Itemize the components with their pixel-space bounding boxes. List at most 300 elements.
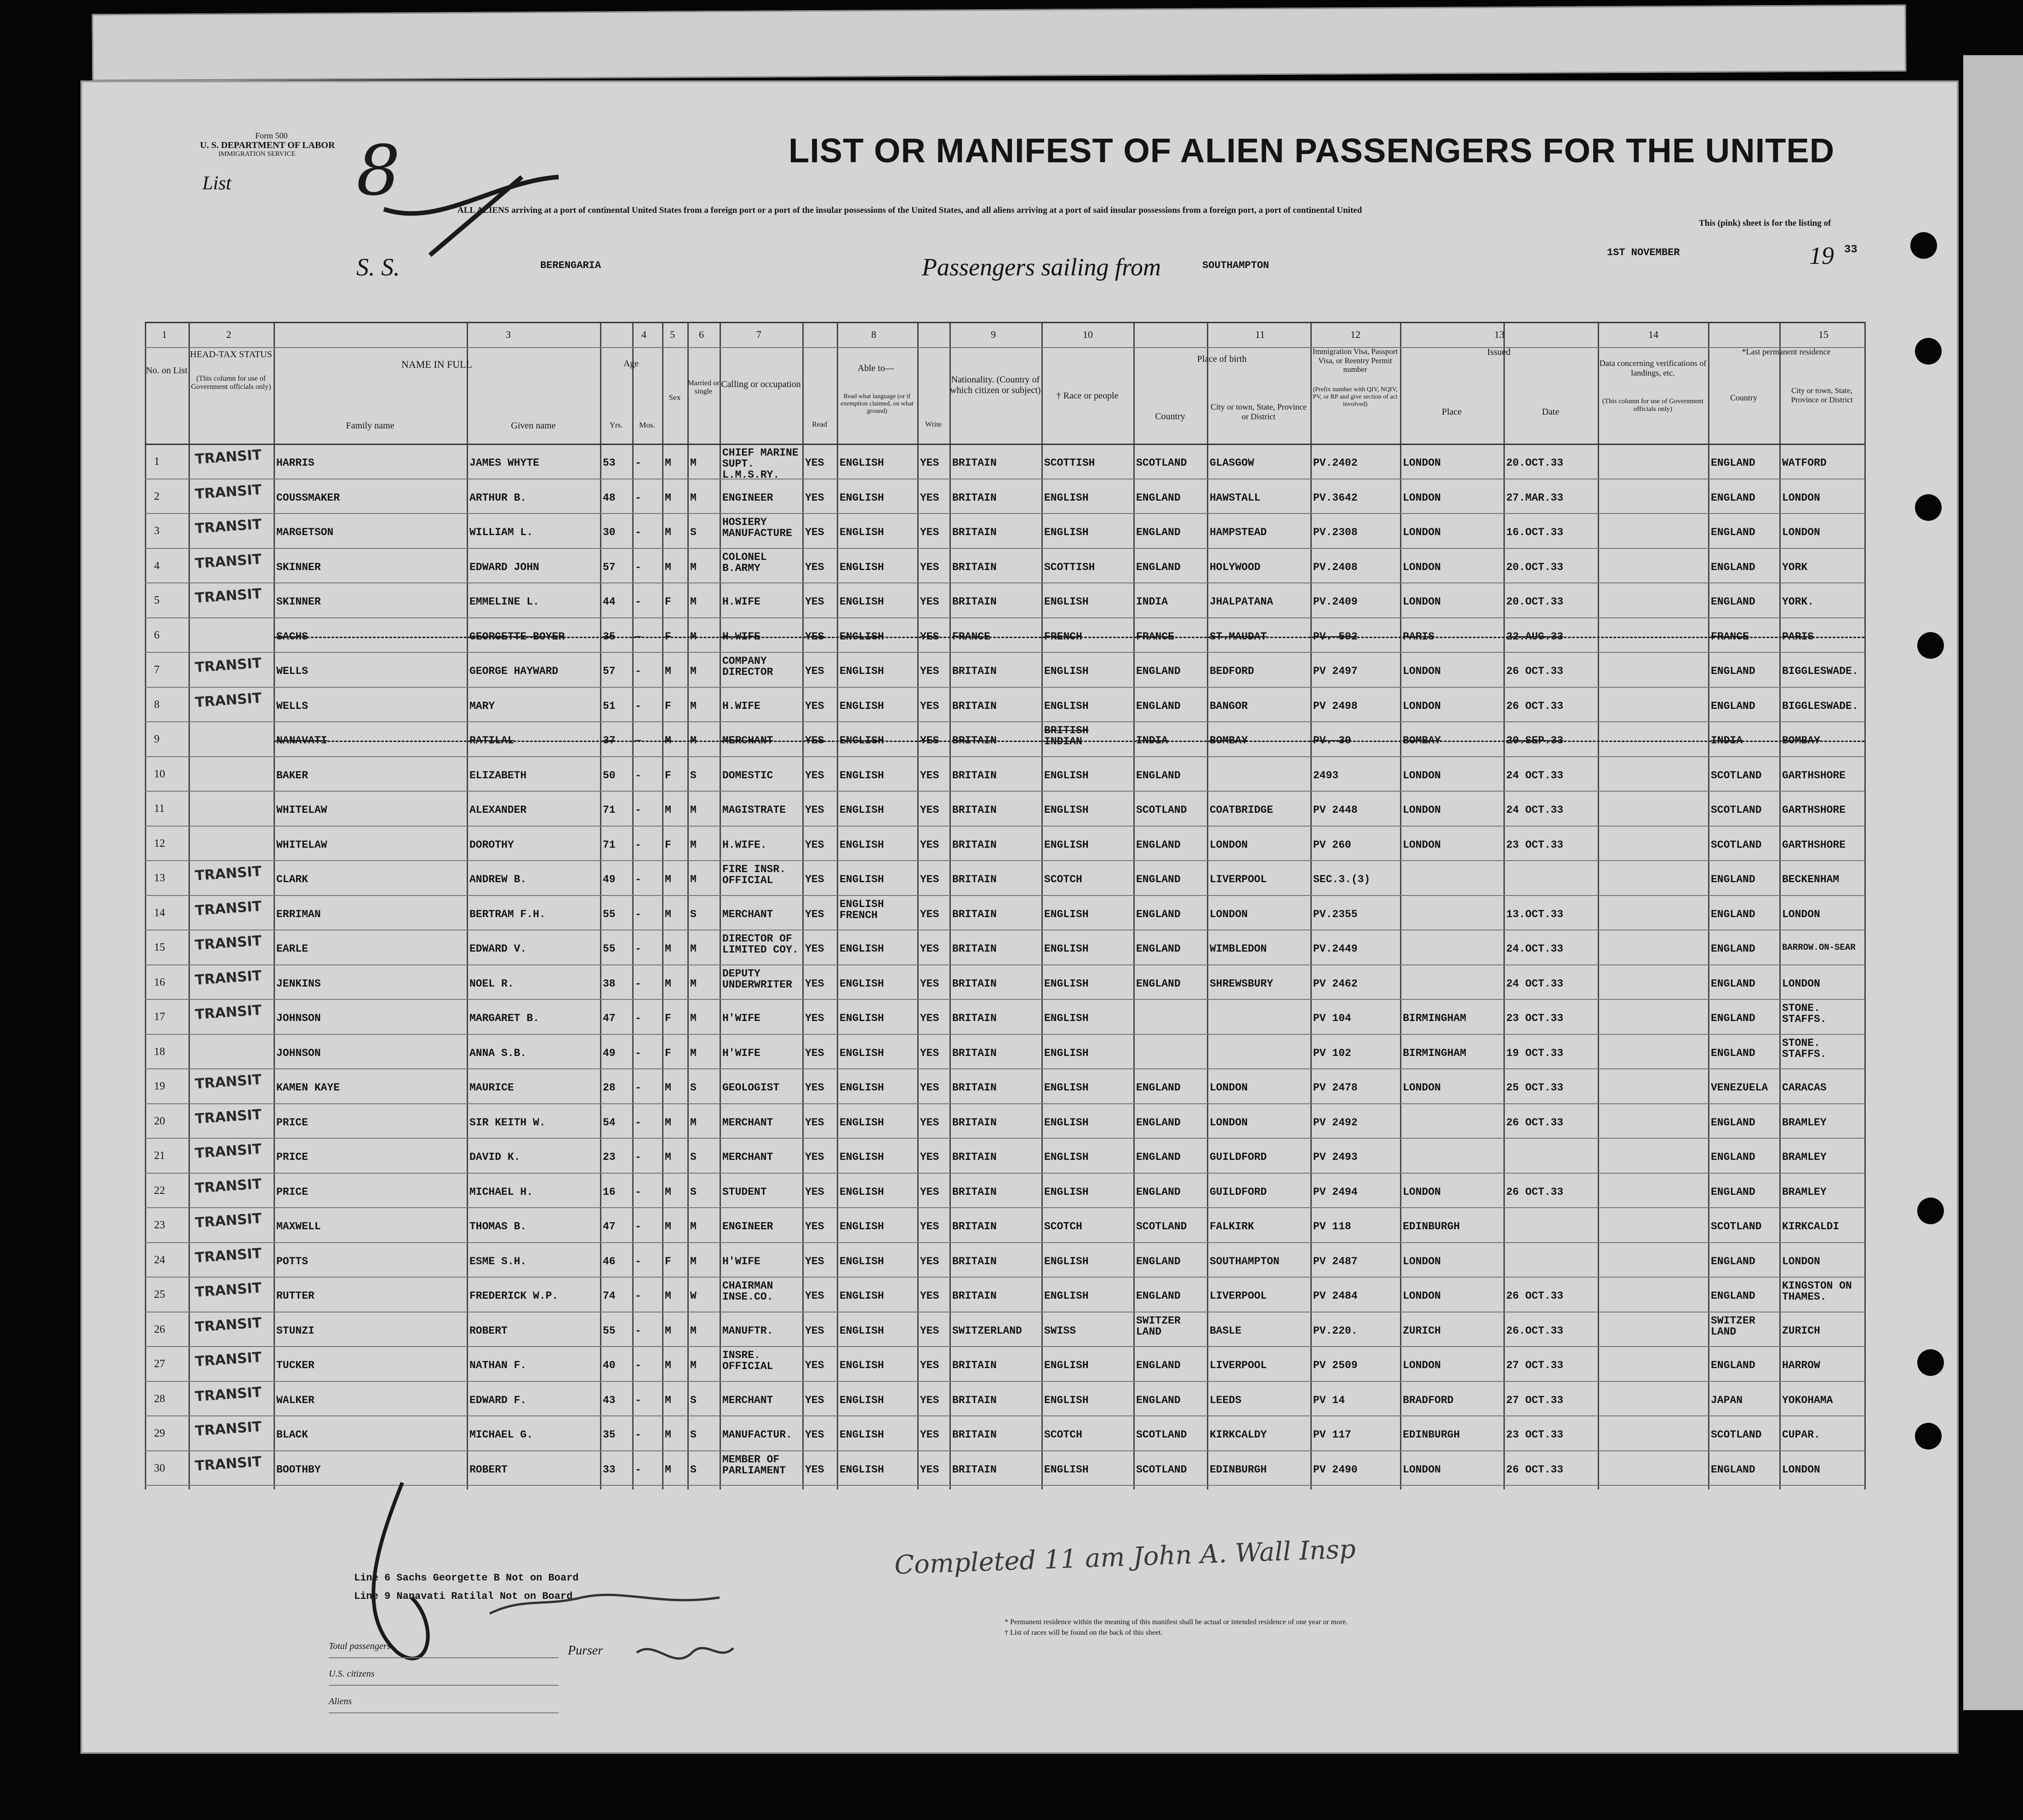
table-cell: FREDERICK W.P.: [469, 1290, 559, 1302]
table-cell: M: [690, 873, 697, 885]
table-cell: MARY: [469, 700, 495, 712]
table-cell: 51: [603, 700, 616, 712]
table-cell: SCOTLAND: [1711, 804, 1762, 816]
table-cell: STONE. STAFFS.: [1782, 1002, 1827, 1026]
table-cell: ENGLISH: [840, 1186, 884, 1198]
service: IMMIGRATION SERVICE: [218, 150, 296, 158]
table-cell: S: [690, 1429, 697, 1441]
table-cell: 30: [603, 526, 616, 538]
table-cell: BRITAIN: [952, 1463, 997, 1476]
column-header: Issued: [1487, 347, 1511, 357]
table-cell: YES: [920, 804, 939, 816]
table-cell: STUNZI: [276, 1324, 314, 1337]
table-cell: LONDON: [1403, 1463, 1441, 1476]
table-cell: YES: [920, 1429, 939, 1441]
table-cell: -: [635, 1429, 641, 1441]
table-cell: M: [665, 526, 671, 538]
table-cell: FRANCE: [952, 630, 990, 643]
table-cell: ENGLISH: [840, 804, 884, 816]
column-header: HEAD-TAX STATUS: [190, 349, 272, 359]
table-cell: H.WIFE: [722, 596, 760, 608]
table-cell: -: [635, 804, 641, 816]
table-cell: HARROW: [1782, 1359, 1820, 1371]
punch-hole: [1917, 1349, 1944, 1376]
table-cell: PRICE: [276, 1116, 309, 1129]
table-cell: ENGLISH: [840, 977, 884, 990]
table-cell: SEC.3.(3): [1313, 873, 1371, 885]
table-cell: BARROW.ON-SEAR: [1782, 942, 1856, 953]
table-cell: -: [635, 1324, 641, 1337]
table-cell: YES: [920, 1324, 939, 1337]
table-cell: -: [635, 1012, 641, 1024]
transit-stamp: TRANSIT: [194, 1349, 263, 1370]
transit-stamp: TRANSIT: [194, 690, 263, 711]
table-cell: MAXWELL: [276, 1221, 321, 1232]
table-cell: ENGLAND: [1711, 561, 1755, 573]
table-cell: ENGLAND: [1136, 1359, 1181, 1371]
table-cell: ERRIMAN: [276, 908, 321, 920]
table-cell: ZURICH: [1403, 1324, 1441, 1337]
table-cell: YES: [805, 596, 824, 608]
column-number: 4: [641, 329, 646, 340]
column-header: City or town, State, Province or District: [1211, 402, 1307, 421]
table-cell: BRAMLEY: [1782, 1186, 1827, 1198]
purser-label: Purser: [568, 1643, 603, 1658]
table-cell: LONDON: [1403, 457, 1441, 469]
table-cell: ENGLISH: [840, 1221, 884, 1232]
table-cell: YES: [920, 596, 939, 608]
table-cell: H'WIFE: [722, 1047, 760, 1059]
table-cell: 49: [603, 1047, 616, 1059]
table-cell: EMMELINE L.: [469, 596, 539, 608]
table-cell: ENGLISH: [840, 1359, 884, 1371]
column-divider: [1503, 322, 1505, 1489]
total-line: [329, 1657, 559, 1658]
table-cell: WHITELAW: [276, 839, 327, 851]
sailing-date: 1ST NOVEMBER: [1607, 247, 1680, 258]
table-cell: ENGLISH: [1044, 596, 1089, 608]
inspector-signature: Completed 11 am John A. Wall Insp: [894, 1534, 1356, 1580]
column-divider: [1400, 322, 1401, 1489]
table-cell: SCOTLAND: [1136, 804, 1187, 816]
table-cell: COUSSMAKER: [276, 491, 340, 504]
table-cell: FIRE INSR. OFFICIAL: [722, 863, 786, 887]
table-cell: CHIEF MARINE SUPT. L.M.S.RY.: [722, 447, 799, 481]
column-divider: [632, 322, 634, 1489]
table-cell: SCOTLAND: [1711, 1429, 1762, 1441]
table-cell: -: [635, 1255, 641, 1267]
column-number: 14: [1648, 329, 1658, 340]
table-cell: S: [690, 1394, 697, 1406]
table-cell: 33: [603, 1463, 616, 1476]
column-header: † Race or people: [1056, 391, 1119, 401]
table-cell: ENGLISH: [840, 1012, 884, 1024]
list-label: List: [202, 173, 232, 194]
table-cell: BOMBAY: [1782, 735, 1820, 747]
table-cell: ENGLAND: [1136, 561, 1181, 573]
table-cell: LONDON: [1403, 491, 1441, 504]
transit-stamp: TRANSIT: [194, 1453, 263, 1474]
transit-stamp: TRANSIT: [194, 1141, 263, 1162]
column-number: 8: [871, 329, 876, 340]
table-cell: -: [635, 1047, 641, 1059]
column-number: 3: [506, 329, 511, 340]
table-cell: ENGLISH: [1044, 1186, 1089, 1198]
table-cell: M: [665, 1290, 671, 1302]
table-cell: YES: [920, 1151, 939, 1163]
table-cell: ENGLAND: [1136, 526, 1181, 538]
table-cell: SCOTLAND: [1136, 1221, 1187, 1232]
table-cell: -: [635, 873, 641, 885]
column-divider: [1598, 322, 1599, 1489]
table-cell: YES: [920, 943, 939, 955]
table-cell: -: [635, 1463, 641, 1476]
table-cell: NOEL R.: [469, 977, 514, 990]
table-cell: EDINBURGH: [1210, 1463, 1267, 1476]
transit-stamp: TRANSIT: [194, 1314, 263, 1335]
table-cell: BANGOR: [1210, 700, 1248, 712]
table-cell: S: [690, 769, 697, 782]
punch-hole: [1917, 1198, 1944, 1224]
table-cell: WELLS: [276, 700, 309, 712]
column-header: (This column for use of Government officials only): [1602, 398, 1704, 413]
table-cell: F: [665, 1012, 671, 1024]
table-cell: ENGLISH: [840, 1324, 884, 1337]
row-number: 2: [154, 490, 160, 502]
transit-stamp: TRANSIT: [194, 481, 263, 502]
table-cell: ENGLISH: [1044, 700, 1089, 712]
table-cell: BRAMLEY: [1782, 1116, 1827, 1129]
table-cell: 48: [603, 491, 616, 504]
table-cell: HOSIERY MANUFACTURE: [722, 516, 792, 540]
table-cell: LONDON: [1403, 804, 1441, 816]
table-cell: BRITAIN: [952, 526, 997, 538]
table-cell: BRADFORD: [1403, 1394, 1454, 1406]
row-divider: [145, 548, 1864, 549]
table-cell: BRITAIN: [952, 769, 997, 782]
table-cell: BRITAIN: [952, 839, 997, 851]
table-cell: PV 2509: [1313, 1359, 1358, 1371]
table-cell: 26 OCT.33: [1506, 1186, 1564, 1198]
row-divider: [145, 1415, 1864, 1416]
transit-stamp: TRANSIT: [194, 1210, 263, 1232]
row-divider: [145, 1277, 1864, 1278]
column-header: (Prefix number with QIV, NQIV, PV, or RP and give section of act involved): [1313, 386, 1398, 408]
column-header: *Last permanent residence: [1742, 347, 1831, 356]
transit-stamp: TRANSIT: [194, 1418, 263, 1440]
table-cell: BRITAIN: [952, 596, 997, 608]
table-cell: LONDON: [1403, 1290, 1441, 1302]
table-cell: GARTHSHORE: [1782, 839, 1846, 851]
column-divider: [1779, 322, 1781, 1489]
row-divider: [145, 1450, 1864, 1451]
table-cell: M: [665, 873, 671, 885]
table-cell: GARTHSHORE: [1782, 804, 1846, 816]
table-cell: BECKENHAM: [1782, 873, 1840, 885]
table-cell: BERTRAM F.H.: [469, 908, 546, 920]
table-cell: PV 117: [1313, 1429, 1351, 1441]
table-cell: PV 2487: [1313, 1255, 1358, 1267]
table-cell: BRITISH INDIAN: [1044, 725, 1089, 748]
table-cell: -: [635, 457, 641, 469]
table-cell: YES: [805, 630, 824, 643]
row-number: 5: [154, 594, 160, 606]
table-cell: ENGLISH: [840, 457, 884, 469]
column-number: 7: [756, 329, 761, 340]
column-number: 5: [670, 329, 675, 340]
table-cell: M: [690, 596, 697, 608]
table-cell: BRITAIN: [952, 1151, 997, 1163]
table-cell: EDINBURGH: [1403, 1429, 1460, 1441]
table-cell: 28: [603, 1082, 616, 1094]
column-divider: [949, 322, 951, 1489]
column-divider: [1310, 322, 1312, 1489]
table-cell: ENGLISH: [840, 700, 884, 712]
table-cell: PV 2493: [1313, 1151, 1358, 1163]
table-cell: -: [635, 1359, 641, 1371]
column-divider: [802, 322, 804, 1489]
table-cell: 2493: [1313, 769, 1339, 782]
table-cell: BRITAIN: [952, 457, 997, 469]
table-cell: WILLIAM L.: [469, 526, 533, 538]
sheet-behind: [92, 5, 1907, 81]
table-cell: RATILAL: [469, 735, 514, 747]
punch-hole: [1915, 494, 1942, 521]
table-cell: -: [635, 1082, 641, 1094]
row-divider: [145, 756, 1864, 757]
transit-stamp: TRANSIT: [194, 551, 263, 572]
table-cell: PV.2408: [1313, 561, 1358, 573]
table-cell: 24 OCT.33: [1506, 804, 1564, 816]
table-cell: 16.OCT.33: [1506, 526, 1564, 538]
table-cell: FRENCH: [1044, 630, 1082, 643]
table-cell: PV.3642: [1313, 491, 1358, 504]
table-cell: HOLYWOOD: [1210, 561, 1261, 573]
table-cell: 55: [603, 908, 616, 920]
table-cell: YES: [920, 839, 939, 851]
table-cell: CHAIRMAN INSE.CO.: [722, 1280, 773, 1303]
table-cell: M: [665, 561, 671, 573]
table-cell: F: [665, 596, 671, 608]
table-cell: M: [665, 491, 671, 504]
table-cell: ENGLAND: [1136, 977, 1181, 990]
table-cell: M: [665, 943, 671, 955]
table-cell: ENGLISH: [840, 561, 884, 573]
table-cell: GUILDFORD: [1210, 1151, 1267, 1163]
table-cell: LONDON: [1403, 700, 1441, 712]
row-number: 29: [154, 1427, 165, 1439]
table-cell: FRANCE: [1136, 630, 1174, 643]
table-cell: -: [635, 1394, 641, 1406]
table-cell: ENGLAND: [1711, 943, 1755, 955]
table-cell: YES: [920, 1394, 939, 1406]
table-cell: PV 2462: [1313, 977, 1358, 990]
header-bottom-line: [145, 444, 1864, 445]
table-cell: WATFORD: [1782, 457, 1827, 469]
table-cell: 27 OCT.33: [1506, 1394, 1564, 1406]
table-cell: ENGLAND: [1136, 1186, 1181, 1198]
table-cell: S: [690, 1151, 697, 1163]
column-header: City or town, State, Province or District: [1791, 386, 1853, 404]
year-prefix: 19: [1809, 242, 1834, 269]
column-number: 11: [1255, 329, 1265, 340]
column-header: Country: [1155, 411, 1185, 422]
table-cell: M: [690, 491, 697, 504]
table-cell: EDWARD F.: [469, 1394, 527, 1406]
transit-stamp: TRANSIT: [194, 446, 263, 468]
table-cell: BAKER: [276, 769, 309, 782]
table-cell: ENGLAND: [1136, 908, 1181, 920]
table-cell: LONDON: [1403, 839, 1441, 851]
row-number: 7: [154, 664, 160, 676]
table-cell: BOOTHBY: [276, 1463, 321, 1476]
table-cell: M: [690, 1116, 697, 1129]
table-cell: ENGLAND: [1711, 1359, 1755, 1371]
table-cell: PV. 592: [1313, 630, 1358, 643]
row-number: 28: [154, 1392, 165, 1405]
table-cell: 57: [603, 665, 616, 677]
table-cell: ENGLISH: [1044, 1012, 1089, 1024]
table-cell: LIVERPOOL: [1210, 1290, 1267, 1302]
table-cell: HARRIS: [276, 457, 314, 469]
table-cell: YES: [920, 1186, 939, 1198]
table-cell: 23: [603, 1151, 616, 1163]
table-cell: ANNA S.B.: [469, 1047, 527, 1059]
race-list-note: † List of races will be found on the back of this sheet.: [1005, 1629, 1163, 1637]
table-cell: SWITZER LAND: [1711, 1314, 1755, 1338]
row-divider: [145, 721, 1864, 722]
row-number: 11: [154, 803, 165, 815]
column-header: Nationality. (Country of which citizen or subject): [950, 375, 1041, 395]
column-header: Read: [812, 421, 827, 428]
table-cell: ENGLISH: [840, 769, 884, 782]
table-cell: ENGLISH: [1044, 1151, 1089, 1163]
punch-hole: [1915, 338, 1942, 365]
table-cell: M: [665, 457, 671, 469]
table-cell: YES: [920, 561, 939, 573]
table-cell: 71: [603, 839, 616, 851]
row-divider: [145, 1034, 1864, 1035]
table-cell: MERCHANT: [722, 1394, 773, 1406]
row-number: 23: [154, 1219, 165, 1231]
manifest-sheet: [80, 80, 1959, 1754]
table-cell: YES: [920, 1116, 939, 1129]
table-cell: 16: [603, 1186, 616, 1198]
table-cell: BOMBAY: [1210, 735, 1248, 747]
table-cell: ENGLAND: [1711, 526, 1755, 538]
table-cell: YES: [920, 665, 939, 677]
table-cell: BRITAIN: [952, 1359, 997, 1371]
table-cell: JHALPATANA: [1210, 596, 1274, 608]
table-cell: -: [635, 1290, 641, 1302]
table-cell: BRITAIN: [952, 1047, 997, 1059]
row-divider: [145, 1381, 1864, 1382]
table-cell: F: [665, 630, 671, 643]
table-cell: SCOTLAND: [1136, 1429, 1187, 1441]
table-cell: BRITAIN: [952, 943, 997, 955]
table-cell: PV 260: [1313, 839, 1351, 851]
adjacent-sheet: [1963, 55, 2023, 1710]
table-cell: ENGLISH: [1044, 977, 1089, 990]
table-cell: HAWSTALL: [1210, 491, 1261, 504]
table-cell: EDWARD V.: [469, 943, 527, 955]
table-cell: BIRMINGHAM: [1403, 1012, 1467, 1024]
table-cell: DOROTHY: [469, 839, 514, 851]
row-number: 24: [154, 1254, 165, 1266]
row-divider: [145, 582, 1864, 583]
table-cell: M: [690, 665, 697, 677]
table-cell: YES: [920, 1255, 939, 1267]
table-cell: SCOTLAND: [1711, 1221, 1762, 1232]
table-cell: THOMAS B.: [469, 1221, 527, 1232]
table-cell: -: [635, 665, 641, 677]
table-cell: ENGLAND: [1136, 491, 1181, 504]
table-cell: M: [690, 1359, 697, 1371]
table-cell: -: [635, 526, 641, 538]
table-cell: BOMBAY: [1403, 735, 1441, 747]
column-divider: [837, 322, 838, 1489]
table-cell: 24 OCT.33: [1506, 977, 1564, 990]
table-cell: 25 OCT.33: [1506, 1082, 1564, 1094]
table-cell: MAURICE: [469, 1082, 514, 1094]
table-cell: LIVERPOOL: [1210, 1359, 1267, 1371]
subtitle-2: This (pink) sheet is for the listing of: [1699, 218, 1831, 228]
table-cell: ENGLAND: [1711, 873, 1755, 885]
row-divider: [145, 687, 1864, 688]
table-cell: M: [665, 665, 671, 677]
table-cell: ENGLISH: [840, 943, 884, 955]
table-cell: YES: [805, 1394, 824, 1406]
row-number: 30: [154, 1462, 165, 1474]
table-cell: -: [635, 908, 641, 920]
table-cell: S: [690, 1186, 697, 1198]
table-cell: ENGLISH: [840, 1429, 884, 1441]
row-divider: [145, 1103, 1864, 1104]
column-divider: [189, 322, 190, 1489]
row-number: 17: [154, 1011, 165, 1023]
table-cell: JOHNSON: [276, 1047, 321, 1059]
table-cell: SCOTTISH: [1044, 457, 1095, 469]
column-number: 10: [1083, 329, 1093, 340]
table-cell: 23 OCT.33: [1506, 839, 1564, 851]
table-cell: SCOTTISH: [1044, 561, 1095, 573]
sailing-label: Passengers sailing from: [922, 253, 1161, 281]
column-divider: [467, 322, 468, 1489]
table-cell: ENGLISH: [840, 596, 884, 608]
table-cell: ENGLAND: [1711, 491, 1755, 504]
table-cell: ENGLISH: [840, 839, 884, 851]
table-cell: BRITAIN: [952, 1221, 997, 1232]
table-cell: INDIA: [1136, 735, 1168, 747]
page-title: LIST OR MANIFEST OF ALIEN PASSENGERS FOR THE UNITED: [789, 131, 1835, 170]
table-cell: ENGLISH: [1044, 526, 1089, 538]
row-number: 9: [154, 733, 160, 745]
table-cell: 40: [603, 1359, 616, 1371]
column-divider: [1708, 322, 1709, 1489]
table-cell: M: [690, 1221, 697, 1232]
table-cell: H'WIFE: [722, 1255, 760, 1267]
table-cell: 23 OCT.33: [1506, 1012, 1564, 1024]
column-divider: [720, 322, 721, 1489]
table-cell: YES: [920, 1012, 939, 1024]
ship-name: BERENGARIA: [540, 260, 601, 271]
table-cell: EDINBURGH: [1403, 1221, 1460, 1232]
table-cell: PRICE: [276, 1151, 309, 1163]
table-cell: YES: [805, 1186, 824, 1198]
row-divider: [145, 652, 1864, 653]
column-header: NAME IN FULL: [401, 359, 472, 370]
column-header: Married or single: [687, 379, 720, 396]
